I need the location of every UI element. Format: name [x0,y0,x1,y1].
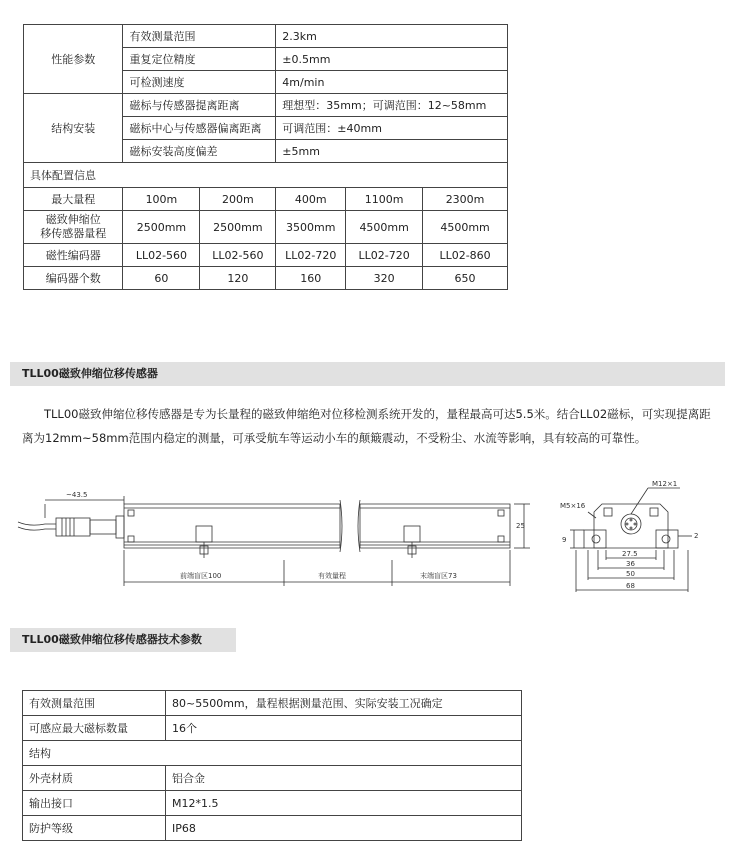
sensor-range-cell: 4500mm [346,211,423,244]
encoder-cell: LL02-560 [123,244,200,267]
sensor-label-line1: 磁致伸缩位 [45,213,101,226]
tech-value: M12*1.5 [166,791,522,816]
spec-value: 可调范围：±40mm [276,117,508,140]
encoder-cell: LL02-720 [346,244,423,267]
m12-label: M12×1 [652,480,678,488]
tech-value: 80~5500mm，量程根据测量范围、实际安装工况确定 [166,691,522,716]
range-label: 最大量程 [24,188,123,211]
dim-top-label: ~43.5 [66,491,88,499]
range-cell: 2300m [423,188,508,211]
section-title-sensor: TLL00磁致伸缩位移传感器 [10,362,725,386]
dim-27-5-label: 27.5 [622,550,638,558]
end-blind-label: 末端盲区73 [420,572,457,580]
spec-key: 重复定位精度 [123,48,276,71]
encoder-cell: LL02-720 [276,244,346,267]
sensor-drawing [0,478,750,608]
end-view-drawing [584,504,678,548]
effective-range-label: 有效量程 [318,572,346,580]
tech-value: 铝合金 [166,766,522,791]
dim-9-label: 9 [562,536,567,544]
sensor-body [124,500,510,558]
spec-value: ±0.5mm [276,48,508,71]
dim-68-label: 68 [626,582,635,590]
count-label: 编码器个数 [24,267,123,290]
count-cell: 60 [123,267,200,290]
tech-key: 结构 [23,741,522,766]
performance-label: 性能参数 [24,25,123,94]
description-paragraph: TLL00磁致伸缩位移传感器是专为长量程的磁致伸缩绝对位移检测系统开发的，量程最高可达5.5米。结合LL02磁标，可实现提离距离为12mm~58mm范围内稳定的测量，可承受航车等运动小车的颠簸震动，不受粉尘、水流等影响，具有较高的可靠性。 [22,407,711,445]
count-cell: 120 [200,267,276,290]
tech-key: 输出接口 [23,791,166,816]
spec-key: 磁标与传感器提离距离 [123,94,276,117]
sensor-label-line2: 移传感器量程 [40,227,107,240]
spec-key: 磁标中心与传感器偏离距离 [123,117,276,140]
sensor-range-cell: 2500mm [123,211,200,244]
sensor-range-cell: 2500mm [200,211,276,244]
dim-36-label: 36 [626,560,635,568]
count-cell: 650 [423,267,508,290]
m5-label: M5×16 [560,502,586,510]
dim-50-label: 50 [626,570,635,578]
spec-key: 可检测速度 [123,71,276,94]
spec-table [23,24,508,290]
spec-key: 磁标安装高度偏差 [123,140,276,163]
sensor-range-cell: 4500mm [423,211,508,244]
tech-key: 外壳材质 [23,766,166,791]
front-blind-label: 前端盲区100 [180,572,222,580]
range-cell: 400m [276,188,346,211]
tech-key: 有效测量范围 [23,691,166,716]
sensor-range-cell: 3500mm [276,211,346,244]
tech-key: 可感应最大磁标数量 [23,716,166,741]
encoder-label: 磁性编码器 [24,244,123,267]
encoder-cell: LL02-560 [200,244,276,267]
structure-label: 结构安装 [24,94,123,163]
dim-2-label: 2 [694,532,699,540]
dim-height-label: 25 [516,522,525,530]
count-cell: 320 [346,267,423,290]
tech-key: 防护等级 [23,816,166,841]
tech-table [22,690,522,841]
count-cell: 160 [276,267,346,290]
spec-key: 有效测量范围 [123,25,276,48]
spec-value: 2.3km [276,25,508,48]
encoder-cell: LL02-860 [423,244,508,267]
cable-icon [18,516,124,538]
range-cell: 1100m [346,188,423,211]
range-cell: 200m [200,188,276,211]
spec-value: ±5mm [276,140,508,163]
tech-value: 16个 [166,716,522,741]
sensor-range-label [24,211,123,244]
section-title-tech-params: TLL00磁致伸缩位移传感器技术参数 [10,628,236,652]
config-title: 具体配置信息 [24,163,508,188]
tech-value: IP68 [166,816,522,841]
spec-value: 4m/min [276,71,508,94]
range-cell: 100m [123,188,200,211]
spec-value: 理想型：35mm；可调范围：12~58mm [276,94,508,117]
